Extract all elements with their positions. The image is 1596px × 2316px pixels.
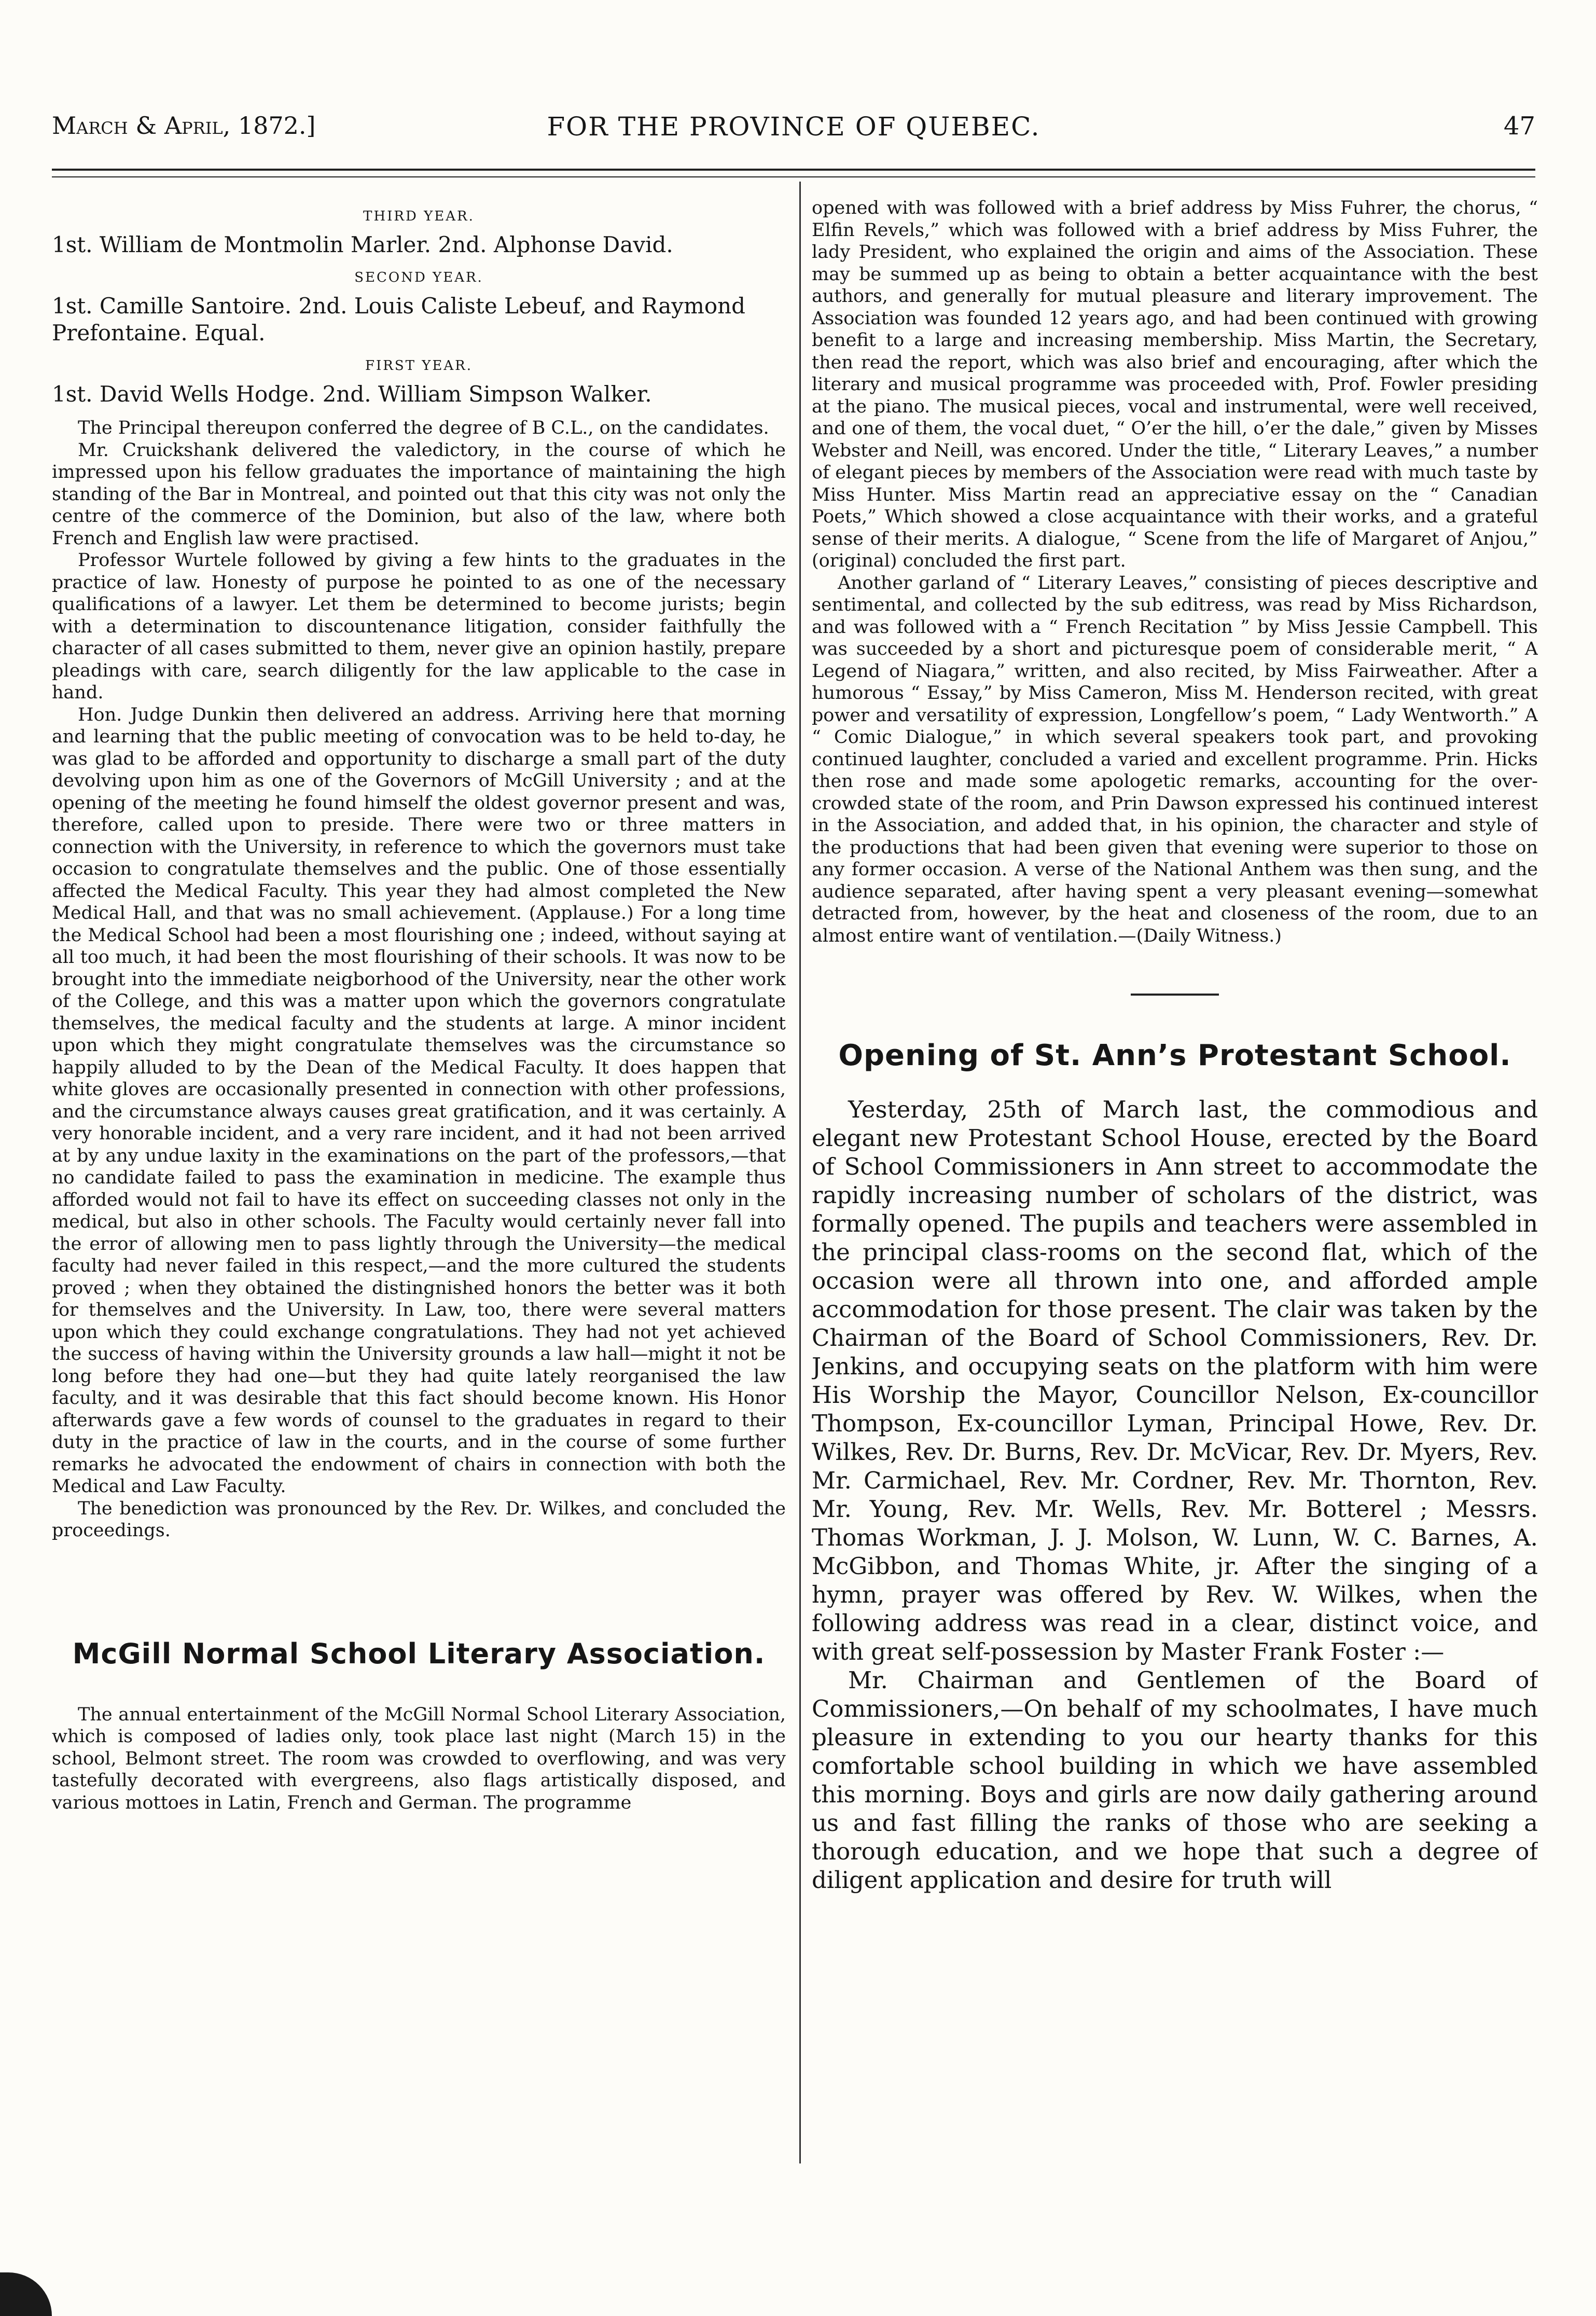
header-rule-thin	[52, 176, 1535, 177]
prize-list	[52, 209, 786, 408]
right-column	[812, 197, 1538, 2205]
paragraph: Hon. Judge Dunkin then delivered an address. Arriving here that morning and learning that the public meeting of convocation was to be held to-day, he was glad to be afforded and opportunity to discharge a small part of the duty devolving upon him as one of the Governors of McGill University ; and at the opening of the meeting he found himself the oldest governor present and was, therefore, called upon to preside. There were two or three matters in connection with the University, in reference to which the governors must take occasion to congratulate themselves and the public. One of those essentially affected the Medical Faculty. This year they had almost completed the New Medical Hall, and that was no small achievement. (Applause.) For a long time the Medical School had been a most flourishing one ; indeed, without saying at all too much, it had been the most flourishing of their schools. It was now to be brought into the immediate neigborhood of the University, near the other work of the College, and this was a matter upon which the governors congratulate themselves, the medical faculty and the students at large. A minor incident upon which they might congratulate themselves was the circumstance so happily alluded to by the Dean of the Medical Faculty. It does happen that white gloves are occasionally presented in connection with other professions, and the circumstance always causes great gratification, and it was certainly. A very honorable incident, and a very rare incident, and it had not been arrived at by any undue laxity in the examinations on the part of the professors,—that no candidate failed to pass the examination in medicine. The example thus afforded would not fail to have its effect on succeeding classes not only in the medical, but also in other schools. The Faculty would certainly never fall into the error of allowing men to pass lightly through the University—the medical faculty had never failed in this respect,—and the more cultured the students proved ; when they obtained the distingnished honors the better was it both for themselves and the University. In Law, too, there were several matters upon which they could exchange congratulations. They had not yet achieved the success of having within the University grounds a law hall—might it not be long before they had one—but they had quite lately reorganised the law faculty, and it was desirable that this fact should become known. His Honor afterwards gave a few words of counsel to the graduates in regard to their duty in the practice of law in the courts, and in the course of some further remarks he advocated the endowment of chairs in connection with both the Medical and Law Faculty.	[52, 704, 786, 1497]
prize-line: 1st. David Wells Hodge. 2nd. William Simpson Walker.	[52, 381, 652, 407]
column-divider	[799, 182, 801, 2163]
year-heading: FIRST YEAR.	[365, 358, 473, 374]
paragraph: The annual entertainment of the McGill Normal School Literary Association, which is composed of ladies only, took place last night (March 15) in the school, Belmont street. The room was crowded to overflowing, and was very tastefully decorated with evergreens, also flags artistically disposed, and various mottoes in Latin, French and German. The programme	[52, 1704, 786, 1813]
header-rule-thick	[52, 169, 1535, 171]
paragraph: Another garland of “ Literary Leaves,” consisting of pieces descriptive and sentimental, and collected by the sub editress, was read by Miss Richardson, and was followed with a “ French Recitation ” by Miss Jessie Campbell. This was succeeded by a short and picturesque poem of considerable merit, “ A Legend of Niagara,” written, and also recited, by Miss Fairweather. After a humorous “ Essay,” by Miss Cameron, Miss M. Henderson recited, with great power and versatility of expression, Longfellow’s poem, “ Lady Wentworth.” A “ Comic Dialogue,” in which several speakers took part, and provoking continued laughter, concluded a varied and excellent programme. Prin. Hicks then rose and made some apologetic remarks, accounting for the over-crowded state of the room, and Prin Dawson expressed his continued interest in the Association, and added that, in his opinion, the character and style of the productions that had been given that evening were superior to those on any former occasion. A verse of the National Anthem was then sung, and the audience separated, after having spent a very pleasant evening—somewhat detracted from, however, by the heat and closeness of the room, due to an almost entire want of ventilation.—(Daily Witness.)	[812, 572, 1538, 946]
paragraph: Professor Wurtele followed by giving a few hints to the graduates in the practice of law. Honesty of purpose he pointed to as one of the necessary qualifications of a lawyer. Let them be determined to become jurists; begin with a determination to discountenance litigation, consider faithfully the character of all cases submitted to them, never give an opinion hastily, prepare pleadings with care, search diligently for the law applicable to the case in hand.	[52, 550, 786, 703]
prize-line: 1st. William de Montmolin Marler. 2nd. Alphonse David.	[52, 232, 673, 257]
section-divider	[1131, 994, 1219, 996]
paragraph: opened with was followed with a brief address by Miss Fuhrer, the chorus, “ Elfin Revels,” which was followed with a brief address by Miss Fuhrer, the lady President, who explained the origin and aims of the Association. These may be summed up as being to obtain a better acquaintance with the best authors, and generally for mutual pleasure and literary improvement. The Association was founded 12 years ago, and had been continued with growing benefit to a large and increasing membership. Miss Martin, the Secretary, then read the report, which was also brief and encouraging, after which the literary and musical programme was proceeded with, Prof. Fowler presiding at the piano. The musical pieces, vocal and instrumental, were well received, and one of them, the vocal duet, “ O’er the hill, o’er the dale,” given by Misses Webster and Neill, was encored. Under the title, “ Literary Leaves,” a number of elegant pieces by members of the Association were read with much taste by Miss Hunter. Miss Martin read an appreciative essay on the “ Canadian Poets,” Which showed a close acquaintance with their works, and a grateful sense of their merits. A dialogue, “ Scene from the life of Margaret of Anjou,” (original) concluded the first part.	[812, 198, 1538, 571]
header-title: FOR THE PROVINCE OF QUEBEC.	[547, 112, 1040, 142]
year-heading: THIRD YEAR.	[363, 209, 475, 224]
page-number: 47	[1503, 112, 1535, 141]
left-column	[52, 197, 786, 2205]
section-title-st-anns: Opening of St. Ann’s Protestant School.	[838, 1039, 1511, 1072]
header-date: March & April, 1872.]	[52, 112, 316, 140]
year-heading: SECOND YEAR.	[354, 270, 483, 285]
paragraph: Mr. Chairman and Gentlemen of the Board of Commissioners,—On behalf of my schoolmates, I have much pleasure in extending to you our hearty thanks for this comfortable school building in which we have assembled this morning. Boys and girls are now daily gathering around us and fast filling the ranks of those who are seeking a thorough education, and we hope that such a degree of diligent application and desire for truth will	[812, 1666, 1538, 1894]
prize-line: 1st. Camille Santoire. 2nd. Louis Caliste Lebeuf, and Raymond Prefontaine. Equal.	[52, 293, 746, 346]
running-header	[52, 112, 1535, 148]
paragraph: The Principal thereupon conferred the degree of B C.L., on the candidates.	[78, 418, 769, 438]
paragraph: Mr. Cruickshank delivered the valedictory, in the course of which he impressed upon his fellow graduates the importance of maintaining the high standing of the Bar in Montreal, and pointed out that this city was not only the centre of the commerce of the Dominion, but also of the law, where both French and English law were practised.	[52, 439, 786, 549]
scan-edge-mark	[0, 2272, 52, 2316]
paragraph: The benediction was pronounced by the Rev. Dr. Wilkes, and concluded the proceedings.	[52, 1498, 786, 1541]
paragraph: Yesterday, 25th of March last, the commodious and elegant new Protestant School House, erected by the Board of School Commissioners in Ann street to accommodate the rapidly increasing number of scholars of the district, was formally opened. The pupils and teachers were assembled in the principal class-rooms on the second flat, which of the occasion were all thrown into one, and afforded ample accommodation for those present. The clair was taken by the Chairman of the Board of School Commissioners, Rev. Dr. Jenkins, and occupying seats on the platform with him were His Worship the Mayor, Councillor Nelson, Ex-councillor Thompson, Ex-councillor Lyman, Principal Howe, Rev. Dr. Wilkes, Rev. Dr. Burns, Rev. Dr. McVicar, Rev. Dr. Myers, Rev. Mr. Carmichael, Rev. Mr. Cordner, Rev. Mr. Thornton, Rev. Mr. Young, Rev. Mr. Wells, Rev. Mr. Botterel ; Messrs. Thomas Workman, J. J. Molson, W. Lunn, W. C. Barnes, A. McGibbon, and Thomas White, jr. After the singing of a hymn, prayer was offered by Rev. W. Wilkes, when the following address was read in a clear, distinct voice, and with great self-possession by Master Frank Foster :—	[812, 1096, 1538, 1665]
section-title-normal-school: McGill Normal School Literary Association.	[72, 1637, 766, 1670]
